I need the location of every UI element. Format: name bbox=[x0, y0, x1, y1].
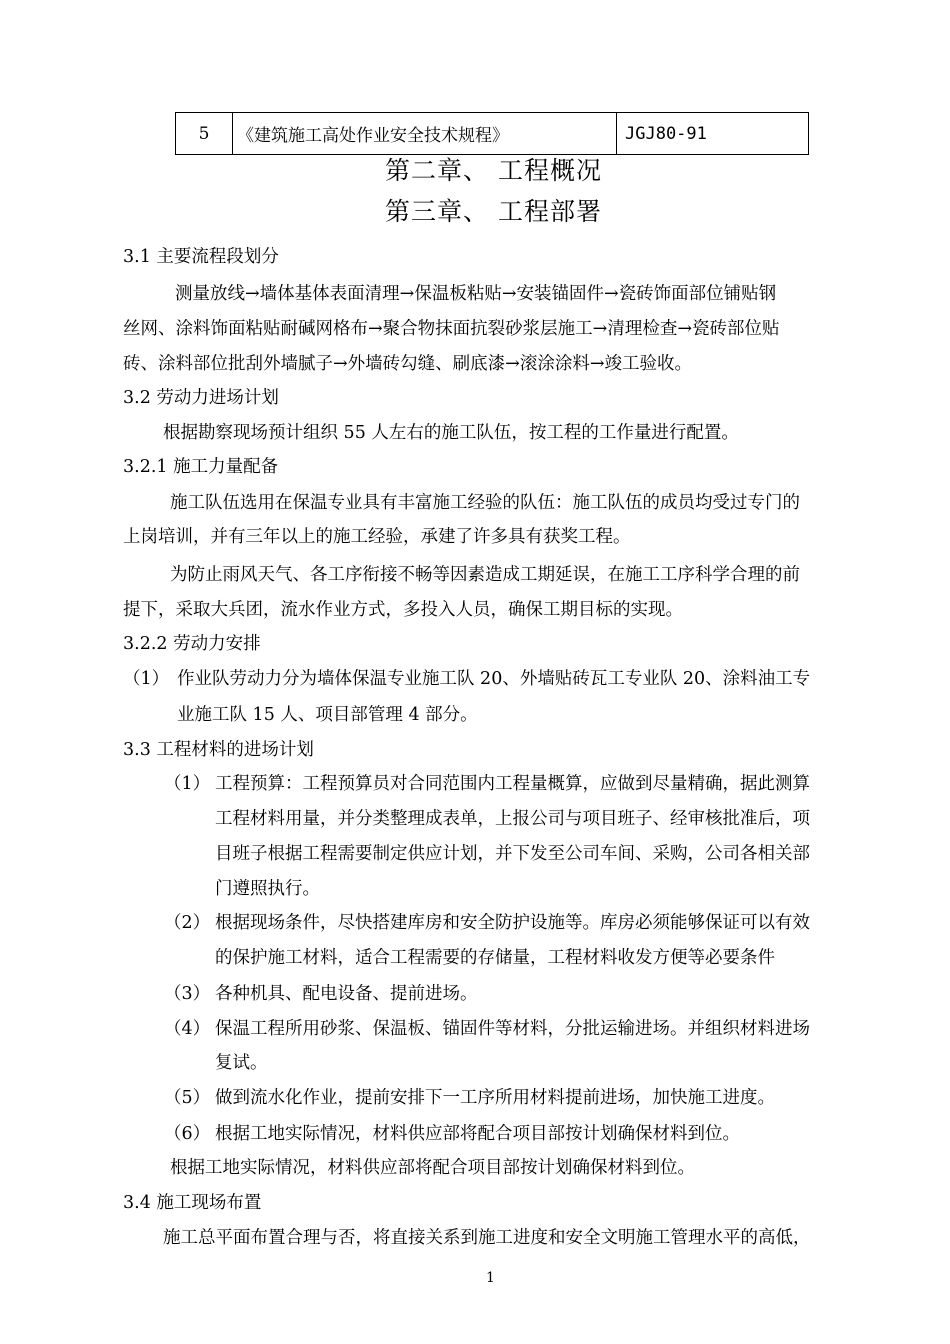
material-item-2-number: （2） bbox=[164, 913, 211, 933]
section-3-4-heading: 3.4 施工现场布置 bbox=[123, 1193, 262, 1213]
material-item-2-line-1: 根据现场条件，尽快搭建库房和安全防护设施等。库房必须能够保证可以有效 bbox=[215, 913, 810, 933]
team-para-1-line-2: 上岗培训，并有三年以上的施工经验，承建了许多具有获奖工程。 bbox=[123, 527, 631, 547]
team-para-2-line-2: 提下，采取大兵团，流水作业方式，多投入人员，确保工期目标的实现。 bbox=[123, 600, 683, 620]
team-para-1-line-1: 施工队伍选用在保温专业具有丰富施工经验的队伍：施工队伍的成员均受过专门的 bbox=[170, 493, 800, 513]
section-3-3-heading: 3.3 工程材料的进场计划 bbox=[123, 740, 314, 760]
material-item-4-line-1: 保温工程所用砂浆、保温板、锚固件等材料，分批运输进场。并组织材料进场 bbox=[215, 1019, 810, 1039]
material-item-3-line-1: 各种机具、配电设备、提前进场。 bbox=[215, 984, 478, 1004]
material-item-1-line-2: 工程材料用量，并分类整理成表单，上报公司与项目班子、经审核批准后，项 bbox=[215, 809, 810, 829]
standards-table bbox=[175, 112, 809, 155]
site-layout-text: 施工总平面布置合理与否，将直接关系到施工进度和安全文明施工管理水平的高低， bbox=[163, 1228, 811, 1248]
labor-plan-text: 根据勘察现场预计组织 55 人左右的施工队伍，按工程的工作量进行配置。 bbox=[163, 423, 739, 443]
material-item-5-number: （5） bbox=[164, 1088, 211, 1108]
section-3-2-heading: 3.2 劳动力进场计划 bbox=[123, 388, 279, 408]
flow-line-2: 丝网、涂料饰面粘贴耐碱网格布→聚合物抹面抗裂砂浆层施工→清理检查→瓷砖部位贴 bbox=[123, 319, 780, 339]
material-item-6-line-1: 根据工地实际情况，材料供应部将配合项目部按计划确保材料到位。 bbox=[215, 1124, 740, 1144]
page-number: 1 bbox=[486, 1270, 495, 1286]
team-para-2-line-1: 为防止雨风天气、各工序衔接不畅等因素造成工期延误，在施工工序科学合理的前 bbox=[170, 565, 800, 585]
section-3-2-1-heading: 3.2.1 施工力量配备 bbox=[123, 457, 279, 477]
material-item-4-line-2: 复试。 bbox=[215, 1053, 268, 1073]
labor-item-number: （1） bbox=[123, 669, 170, 689]
section-3-2-2-heading: 3.2.2 劳动力安排 bbox=[123, 634, 261, 654]
labor-item-line-2: 业施工队 15 人、项目部管理 4 部分。 bbox=[177, 705, 478, 725]
material-item-1-line-1: 工程预算：工程预算员对合同范围内工程量概算，应做到尽量精确，据此测算 bbox=[215, 774, 810, 794]
table-row bbox=[176, 113, 809, 155]
chapter-3-heading: 第三章、 工程部署 bbox=[385, 197, 602, 226]
flow-line-1: 测量放线→墙体基体表面清理→保温板粘贴→安装锚固件→瓷砖饰面部位铺贴钢 bbox=[175, 284, 777, 304]
material-closing-text: 根据工地实际情况，材料供应部将配合项目部按计划确保材料到位。 bbox=[170, 1158, 695, 1178]
row-number: 5 bbox=[176, 113, 233, 155]
material-item-6-number: （6） bbox=[164, 1124, 211, 1144]
chapter-2-heading: 第二章、 工程概况 bbox=[385, 156, 602, 185]
section-3-1-heading: 3.1 主要流程段划分 bbox=[123, 247, 279, 267]
standard-code: JGJ80-91 bbox=[617, 113, 809, 155]
material-item-1-line-4: 门遵照执行。 bbox=[215, 879, 320, 899]
material-item-5-line-1: 做到流水化作业，提前安排下一工序所用材料提前进场，加快施工进度。 bbox=[215, 1088, 775, 1108]
material-item-1-line-3: 目班子根据工程需要制定供应计划，并下发至公司车间、采购，公司各相关部 bbox=[215, 844, 810, 864]
material-item-4-number: （4） bbox=[164, 1019, 211, 1039]
labor-item-line-1: 作业队劳动力分为墙体保温专业施工队 20、外墙贴砖瓦工专业队 20、涂料油工专 bbox=[177, 669, 811, 689]
material-item-2-line-2: 的保护施工材料，适合工程需要的存储量，工程材料收发方便等必要条件 bbox=[215, 948, 775, 968]
material-item-3-number: （3） bbox=[164, 984, 211, 1004]
flow-line-3: 砖、涂料部位批刮外墙腻子→外墙砖勾缝、刷底漆→滚涂涂料→竣工验收。 bbox=[123, 354, 692, 374]
material-item-1-number: （1） bbox=[164, 774, 211, 794]
standard-name: 《建筑施工高处作业安全技术规程》 bbox=[233, 113, 617, 155]
